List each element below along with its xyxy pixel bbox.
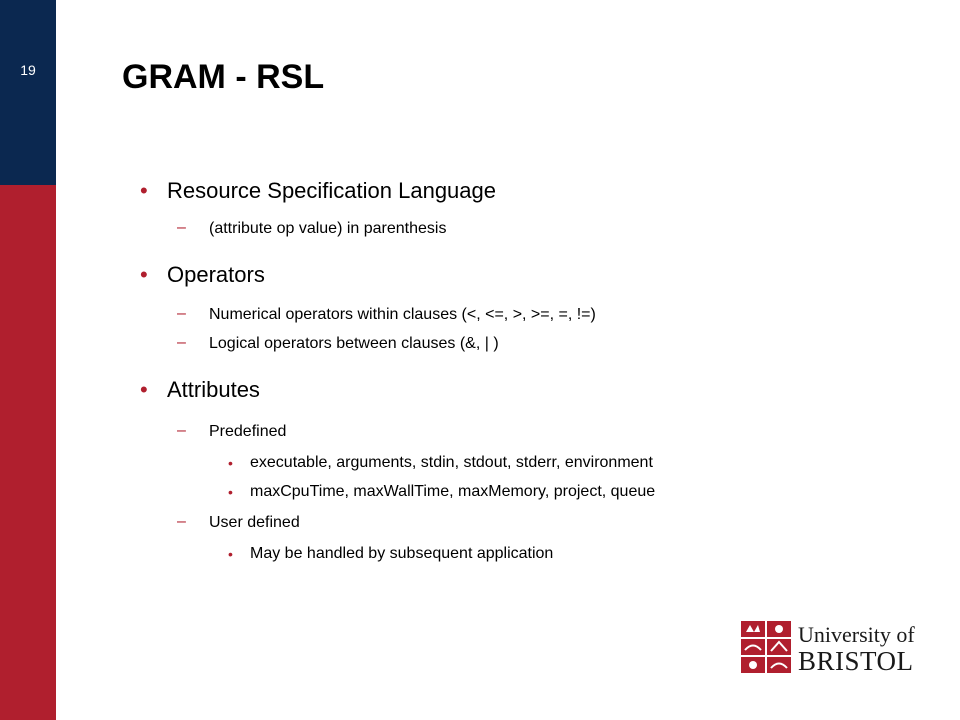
- logo-text-bristol: BRISTOL: [798, 646, 914, 676]
- bullet-marker: •: [140, 262, 148, 287]
- logo-text-university-of: University of: [798, 622, 915, 647]
- sub-bullet-logical-operators: Logical operators between clauses (&, | ): [209, 335, 499, 352]
- bullet-marker: •: [140, 178, 148, 203]
- bullet-marker: •: [228, 455, 233, 471]
- sub-sub-bullet-maxcputime: maxCpuTime, maxWallTime, maxMemory, project, queue: [250, 483, 656, 500]
- bullet-resource-specification: Resource Specification Language: [167, 178, 497, 203]
- dash-marker: –: [177, 513, 186, 530]
- slide-title: GRAM - RSL: [122, 58, 325, 96]
- slide-number: 19: [20, 62, 36, 78]
- sub-bullet-numerical-operators: Numerical operators within clauses (<, <=, >, >=, =, !=): [209, 306, 596, 323]
- sub-bullet-user-defined: User defined: [209, 514, 300, 531]
- sub-bullet-attribute-op-value: (attribute op value) in parenthesis: [209, 220, 447, 237]
- bullet-attributes: Attributes: [167, 377, 260, 402]
- dash-marker: –: [177, 305, 186, 322]
- bullet-marker: •: [228, 484, 233, 500]
- dash-marker: –: [177, 422, 186, 439]
- dash-marker: –: [177, 334, 186, 351]
- sub-sub-bullet-subsequent-application: May be handled by subsequent application: [250, 545, 554, 562]
- bullet-marker: •: [228, 546, 233, 562]
- bristol-crest-icon: [740, 620, 792, 674]
- university-of-bristol-logo: [740, 620, 915, 676]
- sub-bullet-predefined: Predefined: [209, 423, 287, 440]
- sidebar-bottom-band: [0, 185, 56, 720]
- sidebar-top-band: [0, 0, 56, 185]
- bullet-operators: Operators: [167, 262, 265, 287]
- sub-sub-bullet-executable: executable, arguments, stdin, stdout, stderr, environment: [250, 454, 653, 471]
- bullet-marker: •: [140, 377, 148, 402]
- dash-marker: –: [177, 219, 186, 236]
